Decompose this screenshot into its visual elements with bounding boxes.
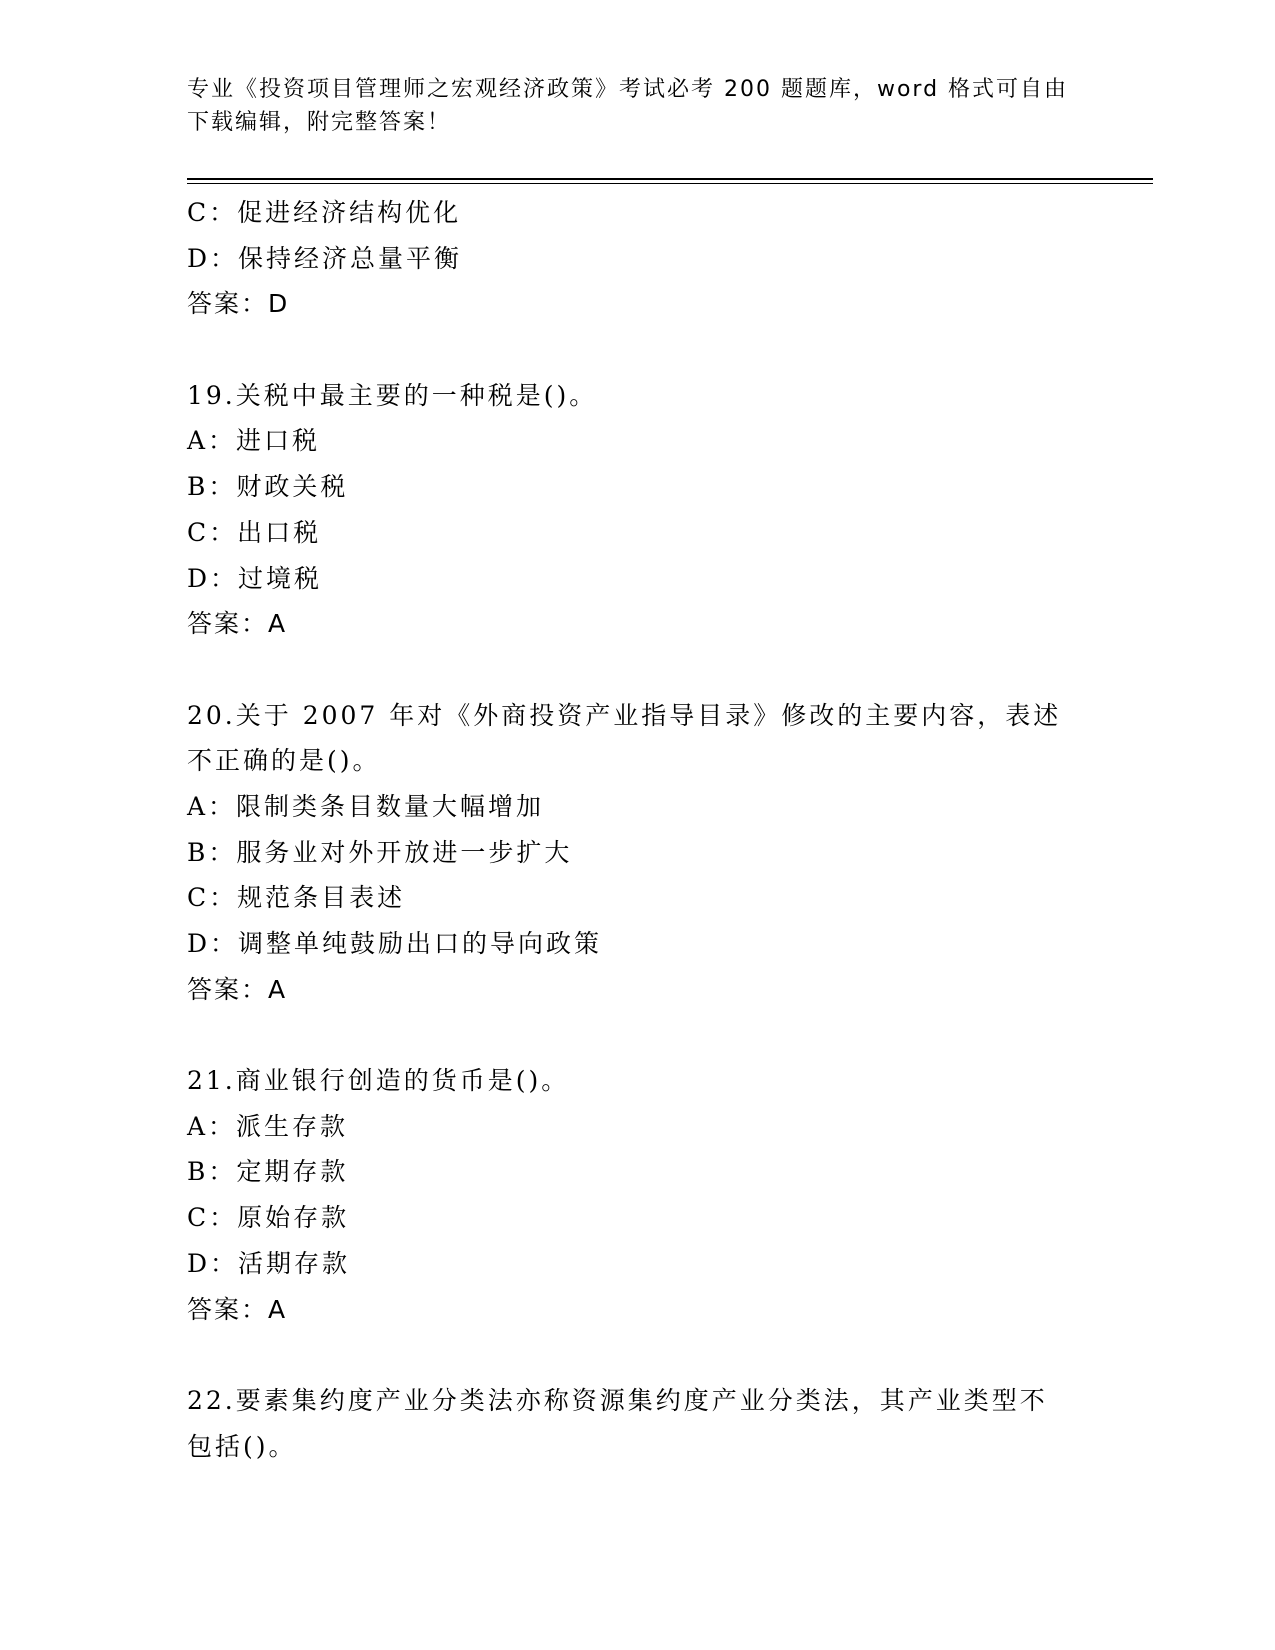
option-d: D：活期存款 <box>187 1248 351 1278</box>
option-c: C：原始存款 <box>187 1203 350 1233</box>
option-c: C：规范条目表述 <box>187 883 406 913</box>
spacer <box>187 1012 1087 1058</box>
question-content <box>187 190 1087 1469</box>
option-d: D：过境税 <box>187 563 323 593</box>
question-stem: 19.关税中最主要的一种税是()。 <box>187 380 598 410</box>
question-stem: 21.商业银行创造的货币是()。 <box>187 1066 570 1096</box>
option-d: D：保持经济总量平衡 <box>187 243 463 273</box>
answer-label: 答案：D <box>187 289 290 319</box>
document-header: 专业《投资项目管理师之宏观经济政策》考试必考 200 题题库，word 格式可自由下载编辑，附完整答案！ <box>187 77 1069 135</box>
option-c: C：促进经济结构优化 <box>187 198 462 227</box>
option-a: A：进口税 <box>187 426 321 456</box>
answer-label: 答案：A <box>187 609 288 639</box>
header-divider-thick <box>187 178 1153 180</box>
header-divider-thin <box>187 183 1153 184</box>
option-c: C：出口税 <box>187 517 322 547</box>
question-stem-line1: 22.要素集约度产业分类法亦称资源集约度产业分类法，其产业类型不 <box>187 1385 1048 1415</box>
option-a: A：限制类条目数量大幅增加 <box>187 791 545 821</box>
spacer <box>187 647 1087 693</box>
question-stem-line2: 不正确的是()。 <box>187 746 381 776</box>
question-stem-line1: 20.关于 2007 年对《外商投资产业指导目录》修改的主要内容，表述 <box>187 700 1062 730</box>
question-stem-line2: 包括()。 <box>187 1431 297 1461</box>
answer-label: 答案：A <box>187 1294 288 1324</box>
option-b: B：服务业对外开放进一步扩大 <box>187 837 573 867</box>
option-b: B：财政关税 <box>187 472 349 502</box>
spacer <box>187 327 1087 373</box>
option-b: B：定期存款 <box>187 1157 349 1187</box>
option-a: A：派生存款 <box>187 1111 349 1141</box>
option-d: D：调整单纯鼓励出口的导向政策 <box>187 929 603 958</box>
spacer <box>187 1332 1087 1378</box>
answer-label: 答案：A <box>187 974 288 1004</box>
